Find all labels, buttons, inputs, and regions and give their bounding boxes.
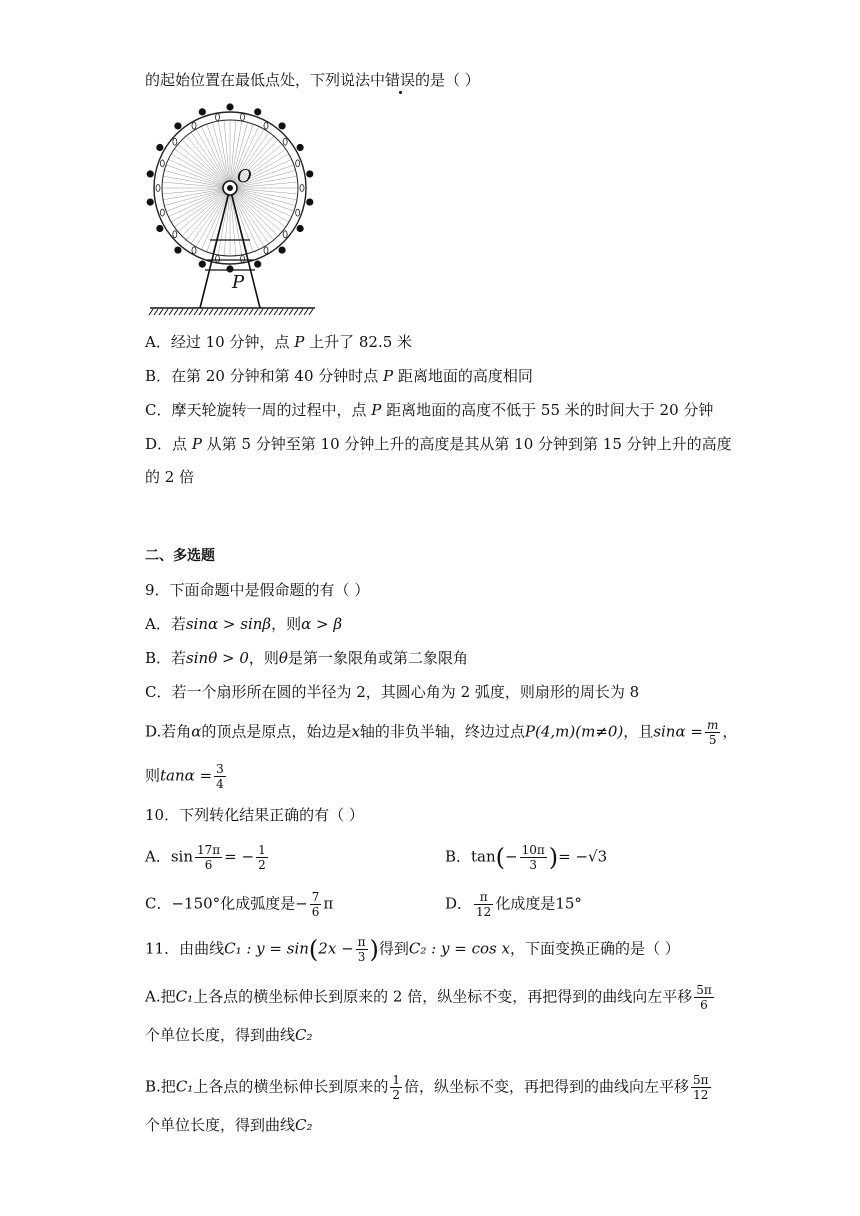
cabin: [174, 122, 181, 129]
hub-inner: [227, 185, 233, 191]
ground-hatch: [149, 309, 313, 315]
option-8d: D．点 P 从第 5 分钟至第 10 分钟上升的高度是其从第 10 分钟到第 15 分钟上升的高度: [145, 435, 732, 453]
rim-marker: [156, 185, 160, 192]
rim-marker: [192, 247, 196, 254]
point-label-P: P: [232, 272, 245, 293]
rim-marker: [296, 209, 300, 216]
rim-marker: [160, 160, 164, 167]
option-8c: C．摩天轮旋转一周的过程中，点 P 距离地面的高度不低于 55 米的时间大于 20 分钟: [145, 401, 714, 419]
question-8-stem-tail: 的起始位置在最低点处，下列说法中错误的是（ ）: [145, 71, 480, 89]
rim-marker: [241, 255, 245, 262]
cabin: [278, 246, 285, 253]
rim-marker: [283, 138, 287, 145]
cabin: [147, 198, 154, 205]
option-10c: C．−150°化成弧度是− $\frac{7}{6}$ π: [145, 890, 334, 919]
option-11b-cont: 个单位长度，得到曲线C₂: [145, 1116, 313, 1134]
cabin: [297, 225, 304, 232]
rim-marker: [215, 255, 219, 262]
option-10a: A．sin $\frac{17\pi}{6}$ = − $\frac{1}{2}$: [145, 843, 266, 872]
rim-marker: [283, 231, 287, 238]
cabin: [226, 103, 233, 110]
rim-marker: [173, 231, 177, 238]
option-9d: D.若角α的顶点是原点，始边是x轴的非负半轴，终边过点P(4,m)(m≠0)，且sinα = $\frac{m}{5}$ ，: [145, 718, 738, 747]
rim-marker: [215, 114, 219, 121]
option-10d: D． $\frac{\pi}{12}$ 化成度是15°: [445, 890, 582, 919]
cabin: [199, 261, 206, 268]
option-11a: A.把C₁上各点的横坐标伸长到原来的 2 倍，纵坐标不变，再把得到的曲线向左平移 $\frac{5\pi}{6}$: [145, 983, 712, 1012]
rim-marker: [192, 122, 196, 129]
cabin: [278, 122, 285, 129]
option-9c: C．若一个扇形所在圆的半径为 2，其圆心角为 2 弧度，则扇形的周长为 8: [145, 683, 640, 701]
cabin: [174, 246, 181, 253]
rim-marker: [300, 185, 304, 192]
section-title: 二、多选题: [145, 548, 215, 564]
option-9d-cont: 则tanα = $\frac{3}{4}$: [145, 762, 224, 791]
fraction: $\frac{3}{4}$: [216, 762, 224, 791]
option-11b: B.把C₁上各点的横坐标伸长到原来的 $\frac{1}{2}$ 倍，纵坐标不变，再把得到的曲线向左平移 $\frac{5\pi}{12}$: [145, 1073, 709, 1102]
rim-marker: [173, 138, 177, 145]
fraction: $\frac{m}{5}$: [706, 718, 719, 747]
cabin: [147, 170, 154, 177]
rim-marker: [160, 209, 164, 216]
cabin: [297, 144, 304, 151]
rim-marker: [296, 160, 300, 167]
option-8b: B．在第 20 分钟和第 40 分钟时点 P 距离地面的高度相同: [145, 367, 533, 385]
option-8d-cont: 的 2 倍: [145, 468, 195, 486]
option-9b: B．若sinθ > 0，则θ是第一象限角或第二象限角: [145, 649, 468, 667]
cabin: [156, 144, 163, 151]
option-9a: A．若sinα > sinβ，则α > β: [145, 615, 342, 633]
cabin: [254, 261, 261, 268]
cabin: [156, 225, 163, 232]
cabin: [199, 108, 206, 115]
rim-marker: [264, 122, 268, 129]
option-11a-cont: 个单位长度，得到曲线C₂: [145, 1026, 313, 1044]
question-11-stem: 11．由曲线C₁ : y = sin(2x − $\frac{\pi}{3}$ )得到C₂ : y = cos x，下面变换正确的是（ ）: [145, 935, 680, 964]
ferris-wheel-figure: [145, 100, 320, 318]
emphasis-text: 错误: [385, 71, 416, 89]
center-label-O: O: [237, 166, 252, 187]
question-10-stem: 10．下列转化结果正确的有（ ）: [145, 806, 364, 824]
cabin: [254, 108, 261, 115]
rim-marker: [241, 114, 245, 121]
question-9-stem: 9．下面命题中是假命题的有（ ）: [145, 581, 370, 599]
cabin: [306, 198, 313, 205]
option-10b: B．tan(− $\frac{10\pi}{3}$ )= −√3: [445, 843, 608, 872]
cabin: [306, 170, 313, 177]
rim-marker: [264, 247, 268, 254]
option-8a: A．经过 10 分钟，点 P 上升了 82.5 米: [145, 333, 413, 351]
